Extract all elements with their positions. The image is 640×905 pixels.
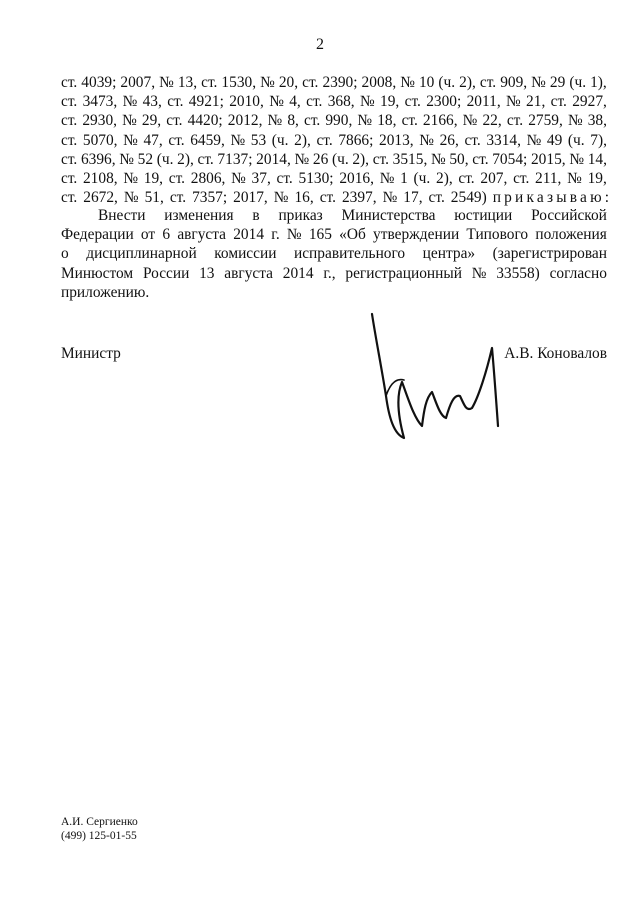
word: № <box>471 264 487 282</box>
text-line <box>61 92 607 111</box>
word: 8, <box>287 112 299 130</box>
word: 2806, <box>190 169 226 187</box>
text-line <box>61 244 607 263</box>
word: ст. <box>169 189 187 207</box>
word: № <box>430 150 446 168</box>
word: 51, <box>144 189 164 207</box>
text-line <box>61 225 607 244</box>
word: августа <box>224 264 273 282</box>
word: 53 <box>250 131 267 149</box>
word: № <box>273 189 289 207</box>
word: утверждении <box>373 226 460 244</box>
word: 2927, <box>572 93 607 111</box>
word: дисциплинарной <box>86 245 197 263</box>
text-line <box>61 264 607 283</box>
text-line <box>61 283 607 302</box>
word: 2549) <box>450 189 487 207</box>
word: ст. <box>276 169 293 187</box>
word: ст. <box>61 169 78 187</box>
word: юстиции <box>454 207 513 224</box>
word: 2013, <box>379 131 414 149</box>
word: 18, <box>377 112 397 130</box>
signatory-title: Министр <box>61 345 121 362</box>
word: 5070, <box>82 131 118 149</box>
word: ст. <box>319 189 336 207</box>
word: 5130; <box>298 169 334 187</box>
word: 19, <box>143 169 164 187</box>
word: 13, <box>177 74 198 91</box>
word: Федерации <box>61 226 134 244</box>
word: № <box>231 169 246 187</box>
word: 2011, <box>466 93 501 111</box>
word: 2672, <box>83 189 118 207</box>
word: 165 <box>308 226 332 244</box>
text-line <box>61 169 607 188</box>
word: (зарегистрирован <box>492 245 607 263</box>
word: ст. <box>372 150 389 168</box>
word: ст. <box>61 189 78 207</box>
word: 26, <box>439 131 459 149</box>
contact-phone: (499) 125-01-55 <box>61 829 137 842</box>
word: 38, <box>587 112 607 130</box>
word: 13 <box>199 264 215 282</box>
word: 7137; <box>217 150 253 168</box>
word: 47, <box>143 131 163 149</box>
word: августа <box>177 226 226 244</box>
word: положения <box>535 226 607 244</box>
word: (ч. <box>331 150 349 168</box>
word: ст. <box>428 189 445 207</box>
word: ст. <box>61 74 78 91</box>
word: Российской <box>531 207 607 224</box>
word: ст. <box>61 131 78 149</box>
word: № <box>531 74 546 91</box>
word: Министерства <box>341 207 436 224</box>
word: 990, <box>325 112 353 130</box>
word: 4420; <box>187 112 223 130</box>
word: ст. <box>458 169 475 187</box>
word: ст. <box>61 150 78 168</box>
word: № <box>230 131 246 149</box>
word: 2015, <box>530 150 566 168</box>
word: приложению. <box>61 283 150 301</box>
word: № <box>506 93 521 111</box>
word: № <box>123 189 139 207</box>
word: согласно <box>549 264 607 282</box>
word: ст. <box>168 131 185 149</box>
word: г., <box>323 264 336 282</box>
word: № <box>294 150 310 168</box>
word: № <box>569 150 584 168</box>
word: № <box>269 93 284 111</box>
word: 207, <box>480 169 508 187</box>
word: 4039; <box>81 74 117 91</box>
word: ст. <box>302 74 319 91</box>
page-number: 2 <box>316 36 324 53</box>
word: ст. <box>401 112 418 130</box>
word: № <box>123 169 139 187</box>
word: ст. <box>506 112 524 130</box>
legal-references-paragraph <box>61 73 613 207</box>
word: ст. <box>550 93 567 111</box>
word: г. <box>271 226 280 244</box>
word: ст. <box>197 150 214 168</box>
word: 2014 <box>233 226 265 244</box>
word: 2108, <box>82 169 118 187</box>
word: (ч. <box>413 169 431 187</box>
word: 2), <box>294 131 311 149</box>
word: № <box>359 93 375 111</box>
text-line <box>61 206 607 225</box>
word: приказ <box>278 207 323 224</box>
word: комиссии <box>214 245 277 263</box>
word: 2010, <box>229 93 264 111</box>
word: 368, <box>327 93 355 111</box>
word: 37, <box>251 169 271 187</box>
word: 43, <box>142 93 162 111</box>
word: № <box>419 131 434 149</box>
word: 6 <box>162 226 171 244</box>
handwritten-signature <box>360 300 520 450</box>
word: 3314, <box>486 131 521 149</box>
word: 22, <box>482 112 502 130</box>
word: изменения <box>164 207 234 224</box>
word: 1530, <box>221 74 257 91</box>
word: 1), <box>590 74 607 91</box>
word: 26 <box>312 150 329 168</box>
word: ст. <box>513 169 530 187</box>
word: ст. <box>472 150 489 168</box>
word: 211, <box>535 169 562 187</box>
contact-person: А.И. Сергиенко <box>61 816 138 828</box>
word: 2008, <box>361 74 397 91</box>
word: 2), <box>436 169 453 187</box>
word: Внести <box>98 207 146 224</box>
word: № <box>382 189 398 207</box>
word: № <box>567 169 582 187</box>
word: № <box>119 150 134 168</box>
text-line <box>61 111 607 130</box>
text-line <box>61 150 607 169</box>
word: (ч. <box>271 131 289 149</box>
word: 3473, <box>82 93 118 111</box>
order-word: приказываю: <box>492 189 613 207</box>
signatory-name: А.В. Коновалов <box>504 345 607 362</box>
word: 7357; <box>192 189 228 207</box>
word: Типового <box>466 226 529 244</box>
word: 2), <box>459 74 476 91</box>
word: исправительного <box>293 245 406 263</box>
word: ст. <box>168 169 186 187</box>
word: 2), <box>352 150 370 168</box>
word: 17, <box>403 189 423 207</box>
word: ст. <box>316 131 333 149</box>
word: ст. <box>306 93 323 111</box>
word: ст. <box>167 93 184 111</box>
word: 21, <box>526 93 546 111</box>
word: № <box>357 112 373 130</box>
word: ст. <box>166 112 183 130</box>
word: 4, <box>289 93 301 111</box>
word: 2759, <box>528 112 563 130</box>
word: 4921; <box>188 93 224 111</box>
word: ст. <box>61 93 78 111</box>
word: 2014 <box>282 264 314 282</box>
word: 6396, <box>80 150 116 168</box>
word: ст. <box>61 112 78 130</box>
word: 16, <box>294 189 314 207</box>
word: о <box>61 245 69 263</box>
word: 14, <box>587 150 607 168</box>
word: 6459, <box>190 131 225 149</box>
word: 2012, <box>227 112 263 130</box>
word: 2930, <box>82 112 117 130</box>
word: России <box>142 264 190 282</box>
word: 2397, <box>341 189 377 207</box>
word: № <box>286 226 302 244</box>
word: (ч. <box>156 150 174 168</box>
word: 2017, <box>233 189 268 207</box>
word: 2166, <box>422 112 458 130</box>
word: 2007, <box>120 74 156 91</box>
word: Минюстом <box>61 264 134 282</box>
word: центра» <box>422 245 476 263</box>
word: (ч. <box>569 74 587 91</box>
decree-paragraph <box>61 206 607 302</box>
word: № <box>122 93 138 111</box>
word: ст. <box>404 93 421 111</box>
word: от <box>140 226 156 244</box>
word: № <box>260 74 275 91</box>
word: № <box>526 131 542 149</box>
word: 10 <box>418 74 435 91</box>
word: «Об <box>339 226 366 244</box>
word: (ч. <box>567 131 585 149</box>
word: № <box>123 131 138 149</box>
word: 2), <box>177 150 194 168</box>
word: ст. <box>464 131 481 149</box>
word: 7054; <box>492 150 528 168</box>
word: 19, <box>587 169 607 187</box>
contact-block <box>61 816 138 843</box>
word: 7866; <box>338 131 374 149</box>
word: 29 <box>549 74 566 91</box>
word: регистрационный <box>345 264 462 282</box>
word: ст. <box>201 74 218 91</box>
word: ст. <box>479 74 497 91</box>
word: 19, <box>380 93 400 111</box>
word: № <box>122 112 137 130</box>
word: 3515, <box>392 150 428 168</box>
word: № <box>159 74 174 91</box>
text-line <box>61 73 607 92</box>
word: 29, <box>141 112 162 130</box>
word: 49 <box>546 131 563 149</box>
word: 50, <box>449 150 469 168</box>
word: 2014, <box>256 150 291 168</box>
word: 33558) <box>496 264 540 282</box>
word: 2016, <box>339 169 374 187</box>
word: 2300; <box>426 93 462 111</box>
word: 909, <box>500 74 528 91</box>
text-line <box>61 188 613 207</box>
word: ст. <box>304 112 321 130</box>
word: № <box>400 74 415 91</box>
word: в <box>252 207 260 224</box>
word: № <box>267 112 283 130</box>
word: № <box>462 112 478 130</box>
word: 20, <box>278 74 299 91</box>
word: 1 <box>400 169 408 187</box>
word: (ч. <box>438 74 456 91</box>
word: № <box>567 112 583 130</box>
word: 52 <box>137 150 154 168</box>
word: 2390; <box>322 74 358 91</box>
word: № <box>379 169 395 187</box>
word: 7), <box>590 131 607 149</box>
text-line <box>61 131 607 150</box>
